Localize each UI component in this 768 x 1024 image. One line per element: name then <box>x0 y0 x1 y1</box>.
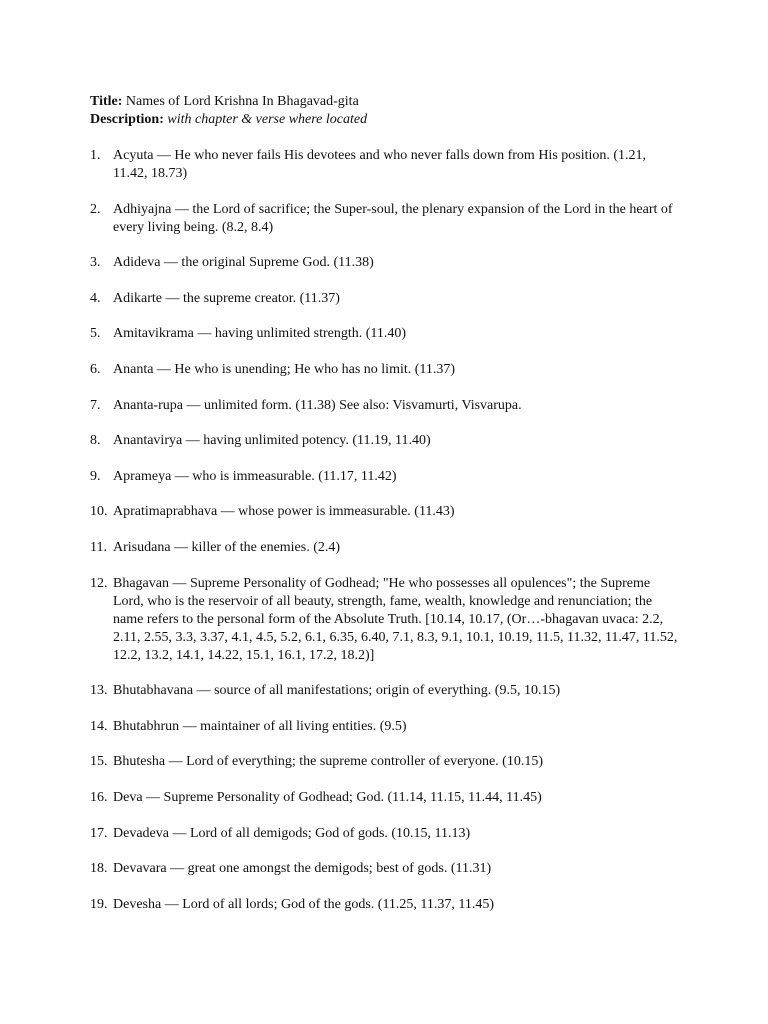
list-item-text: Bhutabhavana — source of all manifestations; origin of everything. (9.5, 10.15) <box>113 683 561 699</box>
list-item-number: 9. <box>90 468 101 484</box>
description-value: with chapter & verse where located <box>167 112 368 127</box>
list-item-number: 8. <box>90 433 101 449</box>
list-item <box>90 860 680 878</box>
list-item <box>90 789 680 807</box>
names-list <box>90 147 680 914</box>
list-item <box>90 254 680 272</box>
title-label: Title: <box>90 94 123 109</box>
list-item-text: Ananta — He who is unending; He who has no limit. (11.37) <box>113 361 456 377</box>
list-item-number: 18. <box>90 861 108 877</box>
list-item-text: Anantavirya — having unlimited potency. (11.19, 11.40) <box>113 433 431 449</box>
list-item <box>90 325 680 343</box>
list-item-text: Arisudana — killer of the enemies. (2.4) <box>113 539 341 555</box>
list-item-text: Devavara — great one amongst the demigods; best of gods. (11.31) <box>113 861 492 877</box>
list-item-text: Aprameya — who is immeasurable. (11.17, 11.42) <box>113 468 397 484</box>
list-item-number: 6. <box>90 361 101 377</box>
description-line <box>90 111 680 129</box>
list-item-number: 5. <box>90 326 101 342</box>
list-item-text: Amitavikrama — having unlimited strength. (11.40) <box>113 326 407 342</box>
list-item-number: 7. <box>90 397 101 413</box>
list-item <box>90 468 680 486</box>
list-item <box>90 432 680 450</box>
list-item-number: 13. <box>90 683 108 699</box>
list-item <box>90 718 680 736</box>
list-item-text: Devesha — Lord of all lords; God of the gods. (11.25, 11.37, 11.45) <box>113 896 495 912</box>
list-item-text: Adideva — the original Supreme God. (11.38) <box>113 255 374 271</box>
list-item-number: 2. <box>90 201 101 217</box>
list-item <box>90 503 680 521</box>
list-item-number: 17. <box>90 825 108 841</box>
list-item <box>90 682 680 700</box>
list-item-number: 15. <box>90 754 108 770</box>
list-item-number: 14. <box>90 718 108 734</box>
list-item-text: Adhiyajna — the Lord of sacrifice; the Super-soul, the plenary expansion of the Lord in the heart of every living being. (8.2, 8.4) <box>113 201 673 235</box>
list-item <box>90 753 680 771</box>
list-item-number: 16. <box>90 789 108 805</box>
list-item <box>90 397 680 415</box>
list-item-text: Devadeva — Lord of all demigods; God of gods. (10.15, 11.13) <box>113 825 471 841</box>
list-item <box>90 147 680 183</box>
list-item-number: 1. <box>90 148 101 163</box>
list-item-text: Acyuta — He who never fails His devotees and who never falls down from His position. (1.21, 11.42, 18.73) <box>113 148 647 181</box>
list-item-text: Adikarte — the supreme creator. (11.37) <box>113 290 340 306</box>
list-item <box>90 539 680 557</box>
document-page <box>90 93 680 931</box>
list-item-text: Bhutesha — Lord of everything; the supreme controller of everyone. (10.15) <box>113 754 543 770</box>
list-item <box>90 896 680 914</box>
title-value: Names of Lord Krishna In Bhagavad-gita <box>125 94 359 109</box>
list-item-text: Apratimaprabhava — whose power is immeasurable. (11.43) <box>113 504 455 520</box>
list-item-text: Deva — Supreme Personality of Godhead; God. (11.14, 11.15, 11.44, 11.45) <box>113 789 542 805</box>
list-item-number: 4. <box>90 290 101 306</box>
list-item <box>90 201 680 237</box>
list-item-number: 3. <box>90 255 101 271</box>
list-item <box>90 361 680 379</box>
list-item <box>90 825 680 843</box>
list-item-number: 10. <box>90 504 108 520</box>
list-item-text: Bhagavan — Supreme Personality of Godhead; "He who possesses all opulences"; the Supreme Lord, who is the reservoir of all beauty, strength, fame, wealth, knowledge and renunciation; the name refers to the personal form of the Absolute Truth. [10.14, 10.17, (Or…-bhagavan uvaca: 2.2, 2.11, 2.55, 3.3, 3.37, 4.1, 4.5, 5.2, 6.1, 6.35, 6.40, 7.1, 8.3, 9.1, 10.1, 10.19, 11.5, 11.32, 11.47, 11.52, 12.2, 13.2, 14.1, 14.22, 15.1, 16.1, 17.2, 18.2)] <box>113 575 678 663</box>
list-item-text: Bhutabhrun — maintainer of all living entities. (9.5) <box>113 718 407 734</box>
list-item-text: Ananta-rupa — unlimited form. (11.38) See also: Visvamurti, Visvarupa. <box>113 397 522 413</box>
title-line <box>90 93 680 111</box>
list-item <box>90 290 680 308</box>
list-item-number: 19. <box>90 896 108 912</box>
list-item-number: 12. <box>90 575 108 591</box>
list-item-number: 11. <box>90 539 107 555</box>
description-label: Description: <box>90 112 164 127</box>
list-item <box>90 575 680 665</box>
